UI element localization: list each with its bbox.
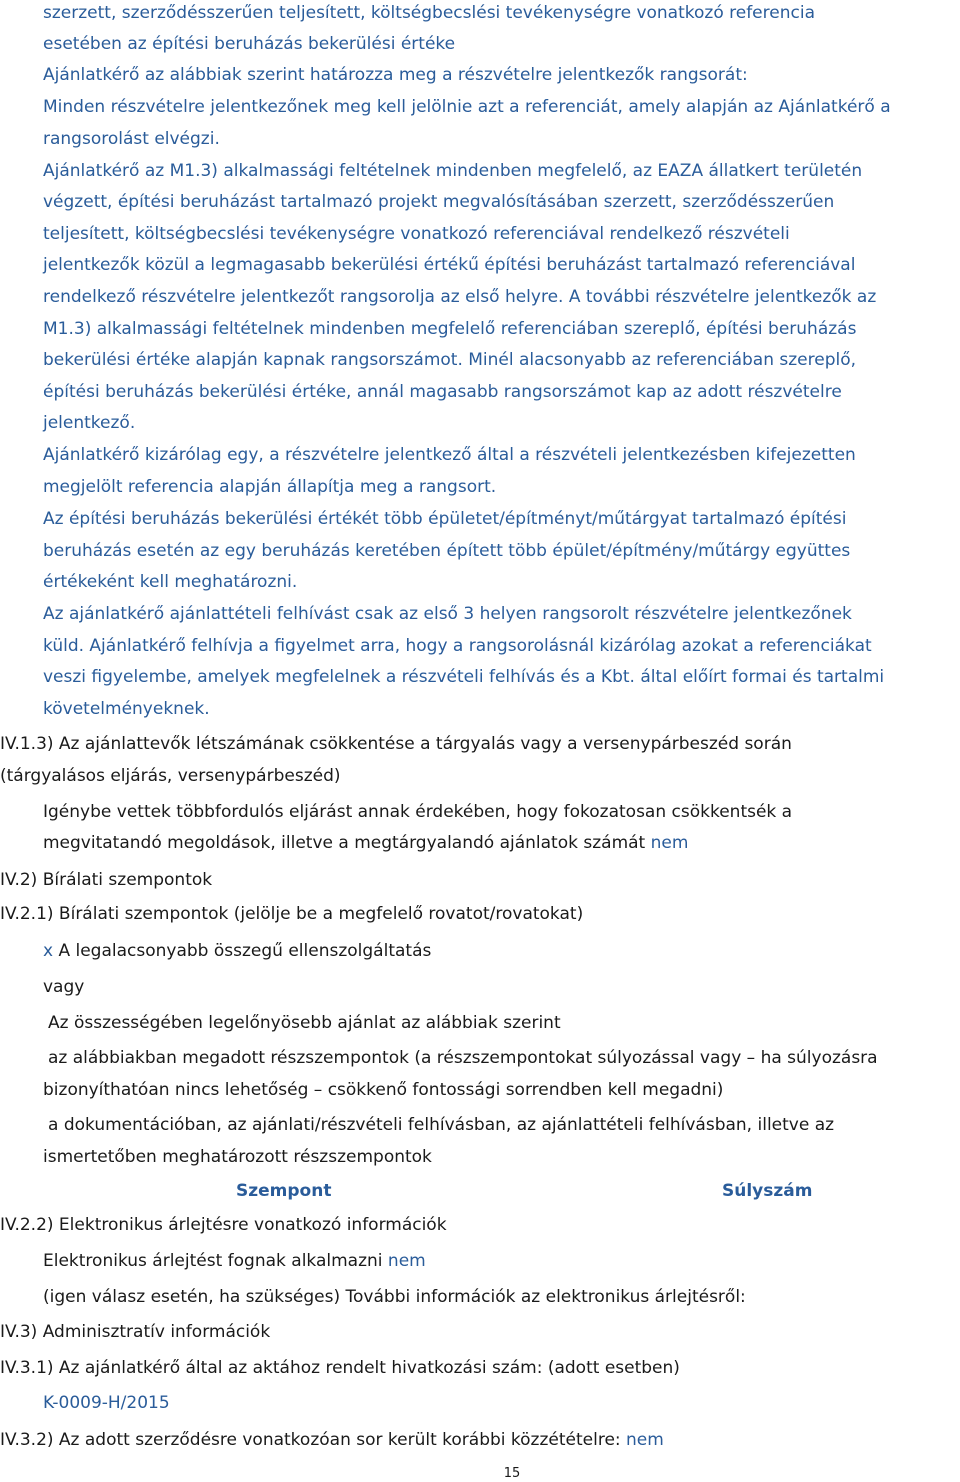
checked-mark: x xyxy=(43,941,54,961)
option-best-value: Az összességében legelőnyösebb ajánlat az alábbiak szerint xyxy=(48,1013,561,1033)
section-iv-2-2-question: Elektronikus árlejtést fognak alkalmazni nem xyxy=(43,1251,426,1271)
body-line: jelentkező. xyxy=(43,413,136,433)
body-line: esetében az építési beruházás bekerülési értéke xyxy=(43,34,456,54)
column-header-szempont: Szempont xyxy=(236,1181,332,1201)
body-line: Ajánlatkérő az M1.3) alkalmassági feltételnek mindenben megfelelő, az EAZA állatkert területén xyxy=(43,161,863,181)
column-header-sulyszam: Súlyszám xyxy=(722,1181,813,1201)
option-sub-criteria-2b: ismertetőben meghatározott részszempontok xyxy=(43,1147,432,1167)
section-iv-2-2-more-info: (igen válasz esetén, ha szükséges) További információk az elektronikus árlejtésről: xyxy=(43,1287,746,1307)
page-number: 15 xyxy=(503,1466,521,1481)
section-iv-2-1-title: IV.2.1) Bírálati szempontok (jelölje be a megfelelő rovatot/rovatokat) xyxy=(0,904,584,924)
section-iv-1-3-subtitle: (tárgyalásos eljárás, versenypárbeszéd) xyxy=(0,766,341,786)
body-line: veszi figyelembe, amelyek megfelelnek a részvételi felhívás és a Kbt. által előírt formai és tartalmi xyxy=(43,667,885,687)
body-line: beruházás esetén az egy beruházás keretében épített több épület/építmény/műtárgy együttes xyxy=(43,541,851,561)
body-line: Ajánlatkérő kizárólag egy, a részvételre jelentkező által a részvételi jelentkezésben kifejezetten xyxy=(43,445,856,465)
body-line: Az építési beruházás bekerülési értékét több épületet/építményt/műtárgyat tartalmazó építési xyxy=(43,509,847,529)
body-line: szerzett, szerződésszerűen teljesített, költségbecslési tevékenységre vonatkozó referencia xyxy=(43,3,815,23)
option-lowest-price: x A legalacsonyabb összegű ellenszolgáltatás xyxy=(43,941,432,961)
body-line: bekerülési értéke alapján kapnak rangsorszámot. Minél alacsonyabb az referenciában szereplő, xyxy=(43,350,857,370)
section-iv-1-3-title: IV.1.3) Az ajánlattevők létszámának csökkentése a tárgyalás vagy a versenypárbeszéd során xyxy=(0,734,792,754)
body-line: Az ajánlatkérő ajánlattételi felhívást csak az első 3 helyen rangsorolt részvételre jelentkezőnek xyxy=(43,604,852,624)
reference-number: K-0009-H/2015 xyxy=(43,1393,170,1413)
body-line: Ajánlatkérő az alábbiak szerint határozza meg a részvételre jelentkezők rangsorát: xyxy=(43,65,748,85)
body-line: Minden részvételre jelentkezőnek meg kell jelölnie azt a referenciát, amely alapján az Ajánlatkérő a xyxy=(43,97,891,117)
section-iv-1-3-text-2: megvitatandó megoldások, illetve a megtárgyalandó ajánlatok számát nem xyxy=(43,833,689,853)
body-line: építési beruházás bekerülési értéke, annál magasabb rangsorszámot kap az adott részvételre xyxy=(43,382,842,402)
section-iv-2-title: IV.2) Bírálati szempontok xyxy=(0,870,213,890)
body-line: végzett, építési beruházást tartalmazó projekt megvalósításában szerzett, szerződésszerűen xyxy=(43,192,835,212)
section-iv-2-2-title: IV.2.2) Elektronikus árlejtésre vonatkozó információk xyxy=(0,1215,447,1235)
answer-nem: nem xyxy=(650,833,689,853)
body-line: küld. Ajánlatkérő felhívja a figyelmet arra, hogy a rangsorolásnál kizárólag azokat a referenciákat xyxy=(43,636,872,656)
option-sub-criteria-1a: az alábbiakban megadott részszempontok (a részszempontokat súlyozással vagy – ha súlyozásra xyxy=(48,1048,878,1068)
body-line: értékeként kell meghatározni. xyxy=(43,572,298,592)
section-iv-1-3-text-1: Igénybe vettek többfordulós eljárást annak érdekében, hogy fokozatosan csökkentsék a xyxy=(43,802,793,822)
body-line: M1.3) alkalmassági feltételnek mindenben megfelelő referenciában szereplő, építési beruházás xyxy=(43,319,857,339)
body-line: követelményeknek. xyxy=(43,699,210,719)
body-line: jelentkezők közül a legmagasabb bekerülési értékű építési beruházást tartalmazó referenciával xyxy=(43,255,856,275)
body-line: megjelölt referencia alapján állapítja meg a rangsort. xyxy=(43,477,497,497)
answer-nem: nem xyxy=(626,1430,664,1450)
body-line: rendelkező részvételre jelentkezőt rangsorolja az első helyre. A további részvételre jelentkezők az xyxy=(43,287,877,307)
section-iv-3-2-title: IV.3.2) Az adott szerződésre vonatkozóan sor került korábbi közzétételre: nem xyxy=(0,1430,664,1450)
answer-nem: nem xyxy=(387,1251,426,1271)
body-line: teljesített, költségbecslési tevékenységre vonatkozó referenciával rendelkező részvételi xyxy=(43,224,790,244)
body-line: rangsorolást elvégzi. xyxy=(43,129,220,149)
option-sub-criteria-1b: bizonyíthatóan nincs lehetőség – csökkenő fontossági sorrendben kell megadni) xyxy=(43,1080,724,1100)
section-iv-3-title: IV.3) Adminisztratív információk xyxy=(0,1322,271,1342)
option-sub-criteria-2a: a dokumentációban, az ajánlati/részvételi felhívásban, az ajánlattételi felhívásban, illetve az xyxy=(48,1115,835,1135)
option-or: vagy xyxy=(43,977,85,997)
section-iv-3-1-title: IV.3.1) Az ajánlatkérő által az aktához rendelt hivatkozási szám: (adott esetben) xyxy=(0,1358,680,1378)
